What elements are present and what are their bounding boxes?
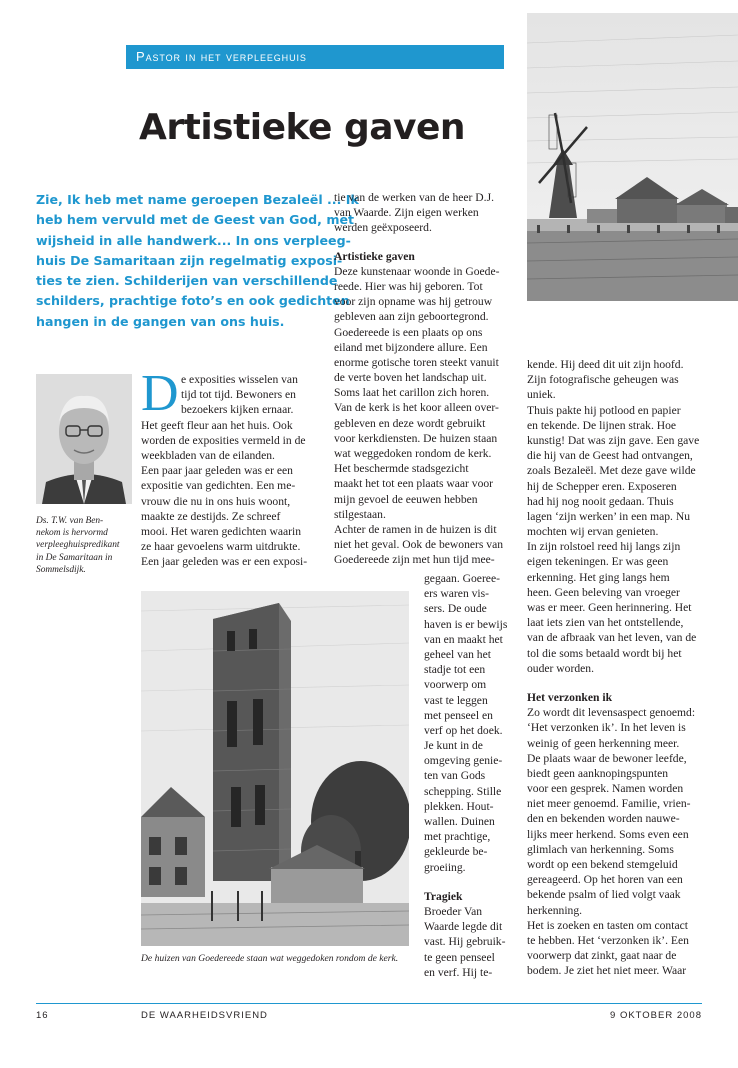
text-line: Goedereede is een plaats op ons: [334, 325, 483, 339]
text-line: Je kunt in de: [424, 739, 483, 753]
column-2: [334, 190, 514, 568]
text-line: kunstig! Dat was zijn gave. Een gave: [527, 433, 700, 447]
text-line: Achter de ramen in de huizen is dit: [334, 522, 497, 536]
text-line: Waarde legde dit: [424, 920, 503, 934]
text-line: voorwerp dat zinkt, gaat naar de: [527, 949, 677, 963]
intro-line: schilders, prachtige foto’s en ook gedichten: [36, 293, 350, 309]
text-line: wallen. Duinen: [424, 815, 495, 828]
text-line: gebleven aan zijn geboortegrond.: [334, 310, 489, 324]
text-line: bekende psalm of lied volgt vaak: [527, 888, 681, 902]
text-line: wordt op een bekend stemgeluid: [527, 858, 678, 871]
intro-lead: [36, 190, 359, 332]
text-line: ze haar gevoelens warm uitdrukte.: [141, 540, 301, 554]
issue-date: 9 OKTOBER 2008: [610, 1010, 702, 1021]
text-line: eiland met bijzondere allure. Een: [334, 340, 488, 354]
column-2-narrow: [424, 571, 514, 980]
text-line: glimlach van herkenning. Soms: [527, 842, 674, 856]
text-line: haven is er bewijs: [424, 617, 508, 631]
text-line: Zijn fotografische geheugen was: [527, 373, 679, 387]
windmill-drawing: [527, 13, 738, 301]
text-line: gebleven en deze wordt gebruikt: [334, 416, 486, 430]
text-line: ‘Het verzonken ik’. In het leven is: [527, 721, 686, 735]
text-line: van de afbraak van het leven, van de: [527, 631, 697, 645]
text-line: met penseel en: [424, 708, 493, 722]
text-line: bezoekers kijken ernaar.: [181, 403, 294, 417]
caption-line: verpleeghuispredikant: [36, 540, 120, 551]
text-line: van Waarde. Zijn eigen werken: [334, 206, 479, 220]
drop-cap: D: [141, 365, 179, 422]
text-line: Zo wordt dit levensaspect genoemd:: [527, 706, 696, 720]
text-line: stadje tot een: [424, 663, 486, 677]
article-title: Artistieke gaven: [139, 107, 466, 148]
intro-line: heb hem vervuld met de Geest van God, met: [36, 212, 355, 228]
text-line: niet het geval. Ook de bewoners van: [334, 538, 504, 552]
text-line: voor zijn opname was hij getrouw: [334, 295, 493, 309]
text-line: tijd tot tijd. Bewoners en: [181, 388, 296, 402]
text-line: vrouw die nu in ons huis woont,: [141, 494, 291, 508]
text-line: Broeder Van: [424, 904, 483, 918]
text-line: geheel van het: [424, 647, 491, 661]
text-line: reede. Hier was hij geboren. Tot: [334, 279, 483, 293]
text-line: expositie van gedichten. Een me-: [141, 479, 296, 493]
column-3: [527, 357, 705, 979]
text-line: voor een gesprek. Namen worden: [527, 782, 684, 796]
text-line: bodem. Je ziet het niet meer. Waar: [527, 964, 687, 978]
text-line: e exposities wisselen van: [181, 373, 298, 386]
intro-line: huis De Samaritaan zijn regelmatig exposi-: [36, 252, 343, 268]
text-line: ouder worden.: [527, 661, 594, 675]
text-line: en verf. Hij te-: [424, 965, 493, 979]
text-line: heen. Geen beleving van vroeger: [527, 585, 680, 599]
text-line: met prachtige,: [424, 830, 491, 844]
caption-line: in De Samaritaan in: [36, 552, 113, 563]
text-line: gereageerd. Op het horen van een: [527, 873, 683, 887]
portrait-caption: [36, 515, 136, 576]
text-line: lagen ‘zijn werken’ in een map. Nu: [527, 509, 690, 523]
text-line: maakt het tot een plaats waar voor: [334, 477, 494, 491]
text-line: Van de kerk is het koor alleen over-: [334, 401, 499, 415]
text-line: Goedereede zijn met hun tijd mee-: [334, 553, 495, 567]
text-line: weinig of geen herkenning meer.: [527, 736, 680, 750]
magazine-name: DE WAARHEIDSVRIEND: [141, 1010, 268, 1021]
text-line: laat iets zien van het ontstellende,: [527, 616, 684, 630]
text-line: mochten wij ervan genieten.: [527, 525, 659, 539]
text-line: voor kerkdiensten. De huizen staan: [334, 431, 498, 445]
text-line: wat weggedoken rondom de kerk.: [334, 447, 492, 460]
text-line: mijn gevoel de eeuwen hebben: [334, 492, 478, 506]
caption-line: Sommelsdijk.: [36, 564, 86, 575]
text-line: groeiing.: [424, 860, 466, 874]
column-1: [141, 365, 316, 569]
text-line: De plaats waar de bewoner leefde,: [527, 751, 687, 765]
text-line: was er meer. Geen herinnering. Het: [527, 601, 692, 614]
intro-line: Zie, Ik heb met name geroepen Bezaleël ... Ik: [36, 192, 359, 207]
church-tower-drawing: [141, 591, 409, 946]
text-line: stilgestaan.: [334, 507, 386, 521]
text-line: tie van de werken van de heer D.J.: [334, 191, 494, 204]
text-line: eigen tekeningen. Er was geen: [527, 555, 669, 569]
subheading-tragiek: Tragiek: [424, 889, 463, 903]
text-line: Het is zoeken en tasten om contact: [527, 918, 688, 932]
text-line: weekbladen van de eilanden.: [141, 448, 275, 462]
tower-caption: De huizen van Goedereede staan wat weggedoken rondom de kerk.: [141, 953, 399, 964]
text-line: Thuis pakte hij potlood en papier: [527, 403, 681, 417]
text-line: te geen penseel: [424, 950, 495, 964]
text-line: erkenning. Het ging langs hem: [527, 570, 670, 584]
text-line: In zijn rolstoel reed hij langs zijn: [527, 540, 681, 554]
text-line: Deze kunstenaar woonde in Goede-: [334, 264, 500, 278]
text-line: hij de Schepper eren. Exposeren: [527, 479, 677, 493]
text-line: sers. De oude: [424, 602, 487, 616]
section-banner: Pastor in het verpleeghuis: [126, 45, 504, 69]
text-line: maakte ze destijds. Ze schreef: [141, 509, 281, 523]
text-line: werden geëxposeerd.: [334, 221, 432, 235]
text-line: niet meer genoemd. Familie, vrien-: [527, 797, 691, 811]
text-line: voorwerp om: [424, 678, 487, 692]
text-line: te hebben. Het ‘verzonken ik’. Een: [527, 933, 689, 947]
text-line: vast te leggen: [424, 693, 488, 707]
text-line: herkenning.: [527, 903, 583, 917]
text-line: vast. Hij gebruik-: [424, 935, 506, 949]
text-line: verf op het doek.: [424, 723, 503, 737]
text-line: kende. Hij deed dit uit zijn hoofd.: [527, 358, 684, 371]
subheading-verzonken-ik: Het verzonken ik: [527, 690, 613, 704]
text-line: gegaan. Goeree-: [424, 572, 500, 585]
text-line: en tekende. De lijnen strak. Hoe: [527, 418, 677, 432]
text-line: Een jaar geleden was er een exposi-: [141, 555, 308, 569]
caption-line: Ds. T.W. van Ben-: [36, 516, 104, 526]
text-line: die hij van de Geest had ontvangen,: [527, 449, 693, 463]
text-line: zoals Bezaleël. Met deze gave wilde: [527, 464, 696, 478]
subheading-artistieke-gaven: Artistieke gaven: [334, 249, 415, 263]
text-line: ten van Gods: [424, 769, 486, 783]
text-line: Een paar jaar geleden was er een: [141, 464, 293, 478]
text-line: Het geeft fleur aan het huis. Ook: [141, 418, 293, 432]
page-number: 16: [36, 1010, 49, 1021]
text-line: van en maakt het: [424, 632, 503, 646]
footer-rule: [36, 1003, 702, 1004]
caption-line: nekom is hervormd: [36, 528, 108, 539]
intro-line: wijsheid in alle handwerk... In ons verpleeg-: [36, 232, 351, 248]
author-portrait: [36, 374, 132, 504]
text-line: plekken. Hout-: [424, 799, 494, 813]
text-line: ers waren vis-: [424, 587, 490, 601]
text-line: tol die soms betaald wordt bij het: [527, 646, 682, 660]
text-line: Soms laat het carillon zich horen.: [334, 386, 490, 400]
text-line: mooi. Het waren gedichten waarin: [141, 524, 301, 538]
intro-line: ties te zien. Schilderijen van verschillende: [36, 273, 338, 289]
text-line: Het beschermde stadsgezicht: [334, 462, 469, 476]
text-line: de verte boven het landschap uit.: [334, 371, 487, 385]
text-line: gekleurde be-: [424, 845, 488, 859]
text-line: schepping. Stille: [424, 784, 502, 798]
text-line: uniek.: [527, 388, 556, 402]
text-line: biedt geen aanknopingspunten: [527, 766, 669, 780]
text-line: omgeving genie-: [424, 754, 503, 768]
intro-line: hangen in de gangen van ons huis.: [36, 313, 285, 329]
text-line: den en bekenden worden nauwe-: [527, 812, 680, 826]
text-line: lijks meer herkend. Soms even een: [527, 827, 689, 841]
text-line: had hij nog nooit gedaan. Thuis: [527, 494, 674, 508]
text-line: enorme gotische toren steekt vanuit: [334, 355, 499, 369]
text-line: worden de exposities vermeld in de: [141, 433, 306, 447]
